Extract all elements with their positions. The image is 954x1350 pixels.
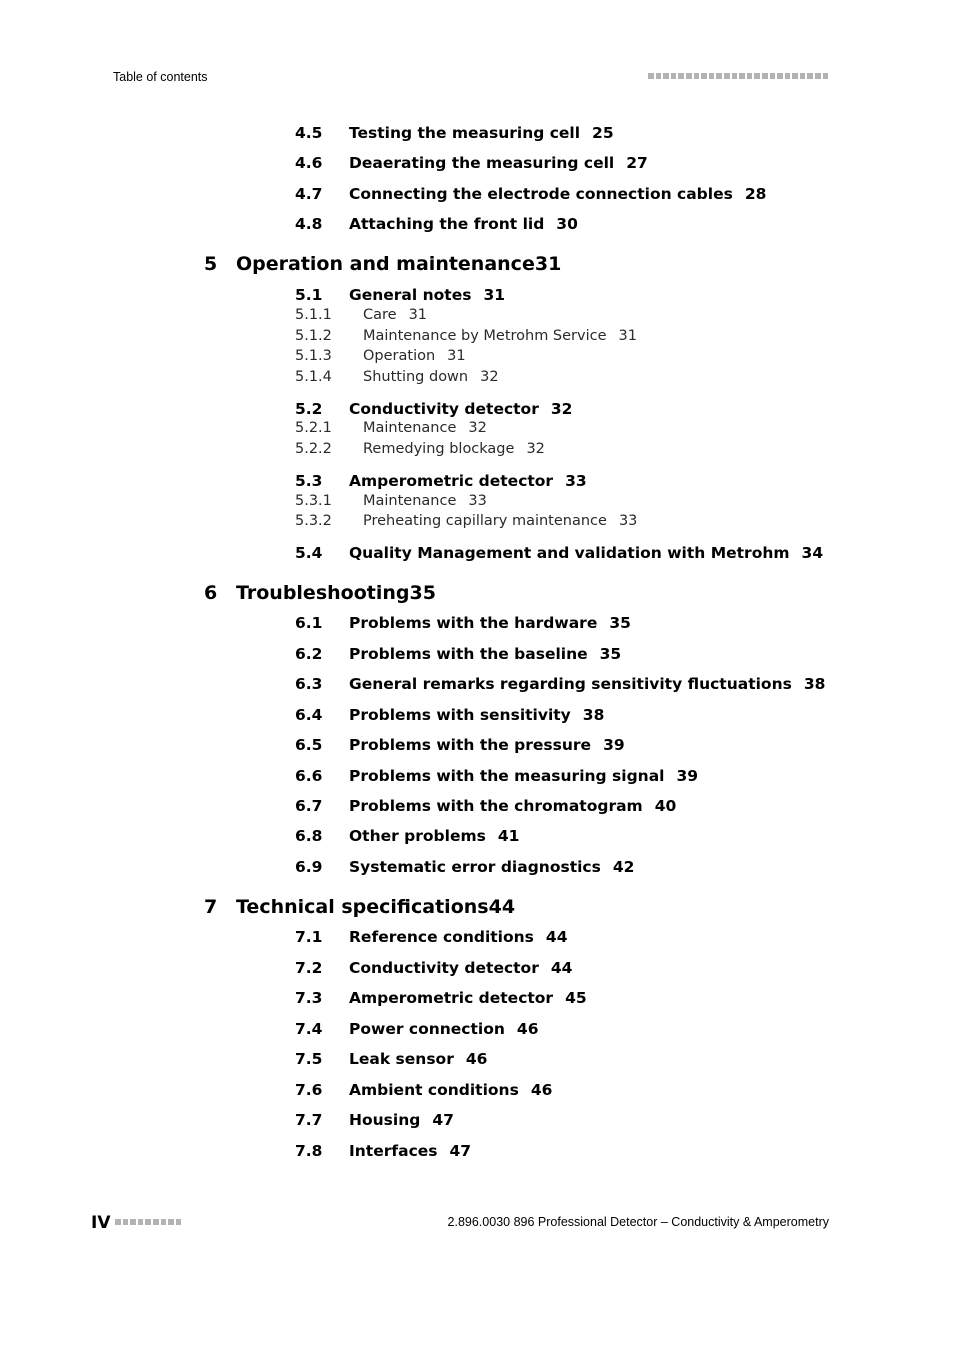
toc-entry-number: 6.2 (295, 645, 323, 663)
toc-entry-title: Troubleshooting (236, 582, 410, 604)
toc-entry-number: 5 (204, 253, 218, 275)
toc-entry-number: 6.3 (295, 675, 323, 693)
toc-entry-number: 7.2 (295, 959, 323, 977)
toc-entry-page-number: 41 (497, 827, 520, 845)
toc-entry-title: Conductivity detector (349, 400, 539, 418)
toc-entry-page-number: 47 (432, 1111, 454, 1129)
dash-segment (739, 73, 745, 79)
dash-segment (792, 73, 798, 79)
dash-segment (732, 73, 738, 79)
toc-entry-page-number: 35 (609, 614, 631, 632)
toc-entry-number: 5.3.2 (295, 513, 332, 529)
toc-entry-number: 7.1 (295, 928, 323, 946)
toc-entry-number: 4.5 (295, 124, 323, 142)
toc-entry-title: Testing the measuring cell (349, 124, 581, 142)
dash-segment (671, 73, 677, 79)
toc-entry-number: 6.4 (295, 706, 323, 724)
toc-entry-number: 7 (204, 896, 218, 918)
dash-segment (115, 1219, 121, 1225)
dash-segment (754, 73, 760, 79)
dash-segment (701, 73, 707, 79)
toc-entry-page-number: 39 (676, 767, 699, 785)
toc-entry-title: Operation (363, 348, 436, 364)
dash-segment (123, 1219, 129, 1225)
dash-segment (762, 73, 768, 79)
toc-entry-title: Problems with the measuring signal (349, 767, 665, 785)
toc-entry-number: 7.4 (295, 1020, 323, 1038)
toc-entry-title: Care (363, 307, 397, 323)
toc-entry-title: Quality Management and validation with Metrohm (349, 544, 790, 562)
dash-segment (716, 73, 722, 79)
toc-entry-page-number: 33 (618, 513, 638, 529)
dash-segment (161, 1219, 167, 1225)
toc-entry-title: Other problems (349, 827, 486, 845)
toc-entry-number: 4.6 (295, 154, 323, 172)
toc-entry-page-number: 35 (599, 645, 622, 663)
toc-entry-page-number: 31 (408, 307, 428, 323)
toc-entry-title: Reference conditions (349, 928, 534, 946)
toc-entry-number: 5.2 (295, 400, 323, 418)
toc-entry-title: Attaching the front lid (349, 215, 545, 233)
toc-entry-page-number: 27 (626, 154, 648, 172)
header-dash-bar (648, 73, 828, 79)
toc-entry-page-number: 46 (530, 1081, 553, 1099)
dash-segment (138, 1219, 144, 1225)
toc-entry-number: 6.7 (295, 797, 323, 815)
toc-entry-page-number: 33 (565, 472, 587, 490)
dash-segment (785, 73, 791, 79)
toc-entry-title: Preheating capillary maintenance (363, 513, 607, 529)
dash-segment (747, 73, 753, 79)
toc-entry-number: 5.3.1 (295, 493, 332, 509)
footer-page-label: IV (91, 1213, 111, 1233)
toc-entry-title: Systematic error diagnostics (349, 858, 601, 876)
dash-segment (807, 73, 813, 79)
toc-entry-number: 6.9 (295, 858, 323, 876)
toc-entry-title: Maintenance (363, 493, 457, 509)
toc-entry-title: Amperometric detector (349, 472, 554, 490)
toc-entry-title: Housing (349, 1111, 421, 1129)
toc-entry-title: Maintenance by Metrohm Service (363, 328, 607, 344)
toc-entry-page-number: 32 (526, 441, 545, 457)
toc-entry-page-number: 31 (618, 328, 637, 344)
toc-entry-title: General remarks regarding sensitivity fluctuations (349, 675, 792, 693)
toc-entry-page-number: 44 (488, 896, 516, 918)
footer-document-title: 2.896.0030 896 Professional Detector – Conductivity & Amperometry (447, 1215, 829, 1229)
toc-entry-number: 7.3 (295, 989, 323, 1007)
toc-entry-number: 6 (204, 582, 218, 604)
toc-entry-number: 5.3 (295, 472, 323, 490)
toc-entry-page-number: 38 (803, 675, 826, 693)
toc-entry-title: Amperometric detector (349, 989, 554, 1007)
toc-entry-page-number: 45 (565, 989, 587, 1007)
toc-entry-page-number: 31 (534, 253, 562, 275)
toc-entry-title: Leak sensor (349, 1050, 454, 1068)
toc-entry-number: 7.5 (295, 1050, 323, 1068)
toc-entry-title: Problems with the chromatogram (349, 797, 643, 815)
dash-segment (815, 73, 821, 79)
toc-entry-number: 5.1.1 (295, 307, 332, 323)
toc-entry-page-number: 42 (612, 858, 635, 876)
toc-entry-page-number: 46 (516, 1020, 539, 1038)
toc-entry-title: Power connection (349, 1020, 505, 1038)
toc-entry-page-number: 35 (409, 582, 436, 604)
dash-segment (770, 73, 776, 79)
dash-segment (823, 73, 829, 79)
dash-segment (663, 73, 669, 79)
dash-segment (648, 73, 654, 79)
toc-entry-title: Shutting down (363, 369, 469, 385)
toc-entry-number: 5.1.2 (295, 328, 332, 344)
dash-segment (153, 1219, 159, 1225)
dash-segment (694, 73, 700, 79)
dash-segment (800, 73, 806, 79)
toc-entry-title: Maintenance (363, 420, 457, 436)
toc-entry-title: Conductivity detector (349, 959, 539, 977)
toc-entry-page-number: 33 (468, 493, 487, 509)
running-header: Table of contents (113, 70, 208, 84)
toc-entry-number: 6.8 (295, 827, 323, 845)
dash-segment (709, 73, 715, 79)
toc-entry-number: 5.2.1 (295, 420, 332, 436)
toc-entry-number: 5.1.3 (295, 348, 332, 364)
toc-entry-title: Remedying blockage (363, 441, 515, 457)
toc-entry-number: 5.2.2 (295, 441, 332, 457)
toc-entry-number: 6.6 (295, 767, 323, 785)
toc-entry-number: 4.7 (295, 185, 323, 203)
toc-entry-title: Deaerating the measuring cell (349, 154, 615, 172)
toc-entry-page-number: 32 (550, 400, 573, 418)
toc-entry-page-number: 32 (480, 369, 499, 385)
toc-entry-page-number: 47 (449, 1142, 472, 1160)
toc-entry-title: Problems with the pressure (349, 736, 592, 754)
dash-segment (686, 73, 692, 79)
toc-entry-number: 5.1 (295, 286, 323, 304)
toc-entry-number: 4.8 (295, 215, 323, 233)
toc-entry-title: Interfaces (349, 1142, 438, 1160)
toc-entry-title: General notes (349, 286, 472, 304)
toc-entry-number: 7.7 (295, 1111, 323, 1129)
toc-entry-page-number: 31 (483, 286, 506, 304)
toc-entry-number: 6.5 (295, 736, 323, 754)
toc-entry-title: Problems with the baseline (349, 645, 588, 663)
toc-entry-page-number: 34 (801, 544, 824, 562)
dash-segment (656, 73, 662, 79)
toc-entry-page-number: 25 (592, 124, 614, 142)
toc-entry-page-number: 32 (468, 420, 487, 436)
toc-entry-title: Ambient conditions (349, 1081, 519, 1099)
toc-entry-page-number: 28 (744, 185, 767, 203)
toc-entry-number: 7.8 (295, 1142, 323, 1160)
toc-entry-page-number: 46 (465, 1050, 488, 1068)
toc-entry-title: Operation and maintenance (236, 253, 535, 275)
toc-entry-number: 7.6 (295, 1081, 323, 1099)
toc-entry-page-number: 38 (582, 706, 605, 724)
toc-entry-number: 5.4 (295, 544, 323, 562)
toc-entry-page-number: 30 (556, 215, 578, 233)
toc-entry-page-number: 39 (603, 736, 625, 754)
toc-entry-number: 5.1.4 (295, 369, 332, 385)
toc-entry-page-number: 40 (654, 797, 677, 815)
toc-entry-title: Technical specifications (236, 896, 489, 918)
toc-entry-page-number: 44 (545, 928, 568, 946)
dash-segment (176, 1219, 182, 1225)
toc-entry-title: Problems with sensitivity (349, 706, 571, 724)
toc-entry-title: Problems with the hardware (349, 614, 598, 632)
toc-entry-number: 6.1 (295, 614, 323, 632)
dash-segment (777, 73, 783, 79)
toc-entry-page-number: 31 (447, 348, 466, 364)
dash-segment (678, 73, 684, 79)
dash-segment (724, 73, 730, 79)
dash-segment (145, 1219, 151, 1225)
footer-dash-bar (115, 1219, 181, 1225)
toc-entry-title: Connecting the electrode connection cables (349, 185, 733, 203)
dash-segment (168, 1219, 174, 1225)
dash-segment (130, 1219, 136, 1225)
toc-entry-page-number: 44 (550, 959, 573, 977)
